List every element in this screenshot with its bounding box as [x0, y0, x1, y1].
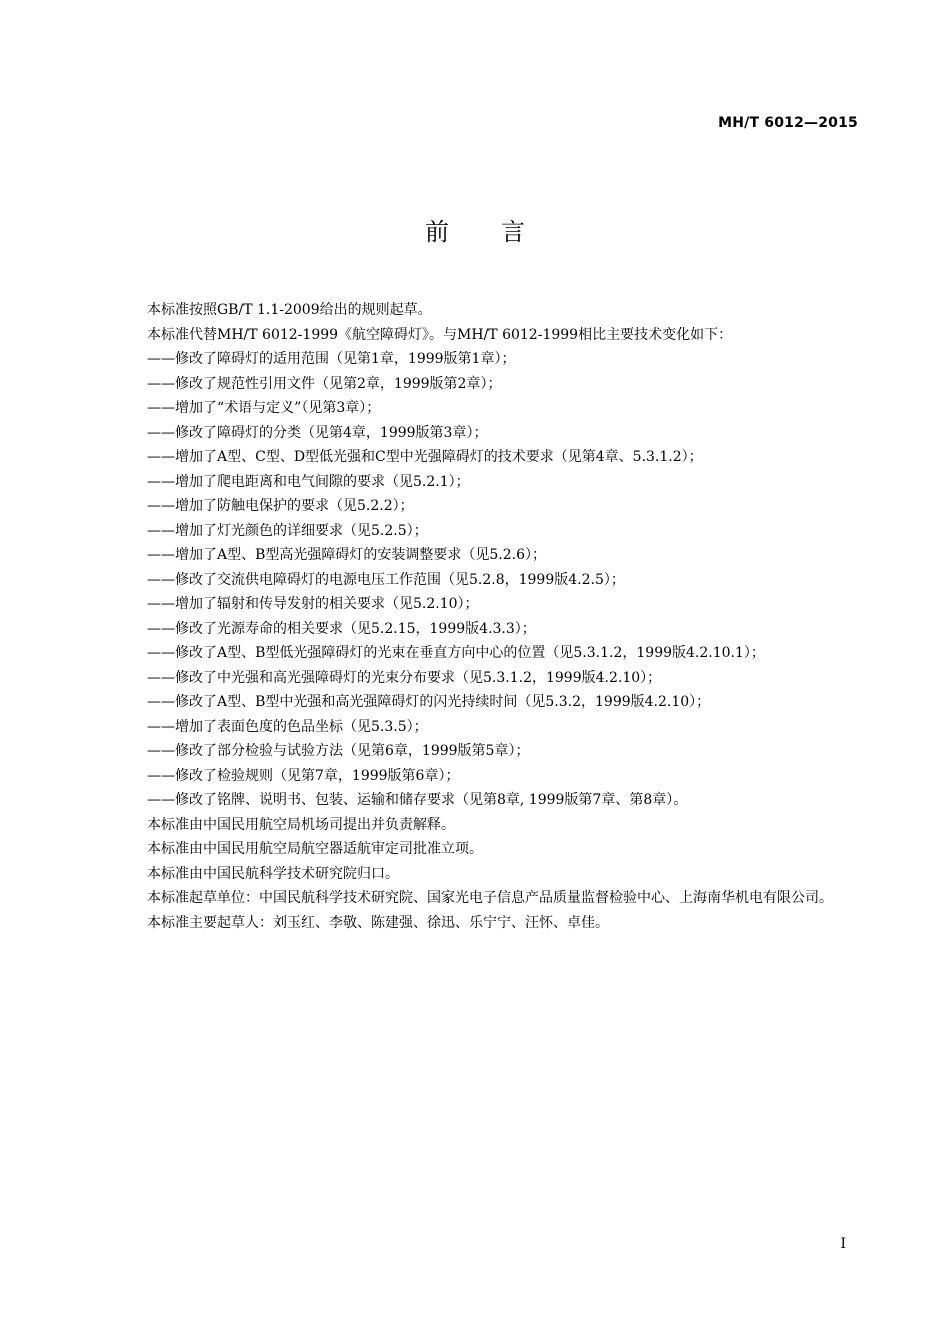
closing-paragraph: 本标准由中国民航科学技术研究院归口。 — [147, 865, 399, 882]
change-item: ——修改了交流供电障碍灯的电源电压工作范围（见5.2.8，1999版4.2.5）； — [147, 571, 625, 588]
change-item: ——修改了规范性引用文件（见第2章，1999版第2章）； — [147, 375, 502, 392]
page-number: I — [840, 1236, 846, 1252]
change-item: ——增加了爬电距离和电气间隙的要求（见5.2.1）； — [147, 473, 470, 490]
foreword-body — [111, 298, 861, 935]
change-item: ——修改了光源寿命的相关要求（见5.2.15，1999版4.3.3）； — [147, 620, 536, 637]
drafting-units-paragraph: 本标准起草单位：中国民航科学技术研究院、国家光电子信息产品质量监督检验中心、上海南华机电有限公司。 — [147, 890, 833, 906]
change-item: ——增加了表面色度的色品坐标（见5.3.5）； — [147, 718, 428, 735]
change-item: ——修改了检验规则（见第7章，1999版第6章）； — [147, 767, 460, 784]
change-item: ——修改了铭牌、说明书、包装、运输和储存要求（见第8章, 1999版第7章、第8章）。 — [147, 792, 688, 808]
change-item: ——修改了中光强和高光强障碍灯的光束分布要求（见5.3.1.2，1999版4.2.10）； — [147, 669, 662, 686]
standard-code: MH/T 6012—2015 — [718, 115, 858, 131]
closing-paragraph: 本标准由中国民用航空局机场司提出并负责解释。 — [147, 816, 455, 833]
change-item: ——增加了“术语与定义”（见第3章）； — [147, 400, 381, 416]
intro-paragraph: 本标准代替MH/T 6012-1999《航空障碍灯》。与MH/T 6012-1999相比主要技术变化如下： — [147, 326, 733, 343]
change-item: ——增加了A型、C型、D型低光强和C型中光强障碍灯的技术要求（见第4章、5.3.1.2）； — [147, 449, 703, 465]
page-title: 前言 — [425, 218, 577, 246]
change-item: ——修改了A型、B型中光强和高光强障碍灯的闪光持续时间（见5.3.2，1999版4.2.10）； — [147, 694, 711, 710]
change-item: ——增加了辐射和传导发射的相关要求（见5.2.10）； — [147, 596, 479, 612]
closing-paragraph: 本标准由中国民用航空局航空器适航审定司批准立项。 — [147, 841, 483, 857]
change-item: ——增加了灯光颜色的详细要求（见5.2.5）； — [147, 522, 428, 539]
change-item: ——修改了部分检验与试验方法（见第6章，1999版第5章）； — [147, 743, 530, 759]
changes-list — [111, 347, 861, 813]
change-item: ——增加了防触电保护的要求（见5.2.2）； — [147, 498, 414, 514]
intro-paragraph: 本标准按照GB/T 1.1-2009给出的规则起草。 — [147, 302, 432, 318]
change-item: ——增加了A型、B型高光强障碍灯的安装调整要求（见5.2.6）； — [147, 547, 547, 563]
change-item: ——修改了障碍灯的分类（见第4章，1999版第3章）； — [147, 424, 488, 441]
change-item: ——修改了A型、B型低光强障碍灯的光束在垂直方向中心的位置（见5.3.1.2，1999版4.2.10.1）； — [147, 645, 765, 661]
change-item: ——修改了障碍灯的适用范围（见第1章，1999版第1章）； — [147, 351, 516, 367]
drafters-paragraph: 本标准主要起草人：刘玉红、李敬、陈建强、徐迅、乐宁宁、汪怀、卓佳。 — [147, 914, 609, 931]
